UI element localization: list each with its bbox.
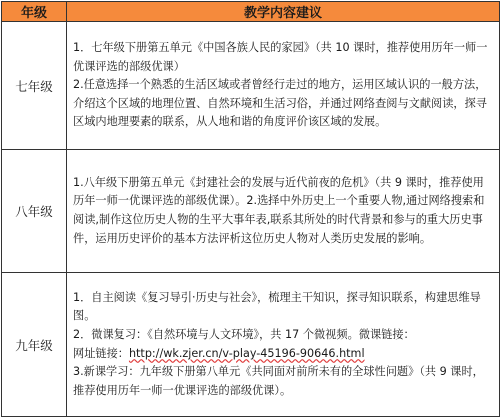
content-paragraph: 2．微课复习：《自然环境与人文环境》，共 17 个微视频。微课链接： [73,327,415,341]
grade-cell: 九年级 [2,273,67,417]
content-cell [67,150,500,273]
header-grade: 年级 [2,2,67,22]
content-cell [67,22,500,150]
content-cell [67,273,500,417]
table-row [2,150,500,273]
content-paragraph: 1．七年级下册第五单元《中国各族人民的家园》（共 10 课时，推荐使用历年一师一优课评选的部级优课） [73,41,488,73]
content-paragraph: 1．自主阅读《复习导引·历史与社会》，梳理主干知识，探寻知识联系，构建思维导图。 [73,290,481,323]
content-paragraph: 2.任意选择一个熟悉的生活区域或者曾经行走过的地方，运用区域认识的一般方法，介绍这个区域的地理位置、自然环境和生活习俗，并通过网络查阅与文献阅读，探寻区域内地理要素的联系，从人地和谐的角度评价该区域的发展。 [73,78,487,129]
table-row [2,22,500,150]
content-paragraph: 3.新课学习：九年级下册第八单元《共同面对前所未有的全球性问题》（共 9 课时，推荐使用历年一师一优课评选的部级优课）。 [73,365,484,397]
table-header-row [2,2,500,22]
table-row [2,273,500,417]
grade-cell: 八年级 [2,150,67,273]
header-content: 教学内容建议 [67,2,500,22]
video-link[interactable]: http://wk.zjer.cn/v-play-45196-90646.html [128,346,365,360]
link-label: 网址链接： [73,346,129,360]
grade-cell: 七年级 [2,22,67,150]
content-paragraph: 1.八年级下册第五单元《封建社会的发展与近代前夜的危机》（共 9 课时，推荐使用历年一师一优课评选的部级优课）。2.选择中外历史上一个重要人物,通过网络搜索和阅读,制作这位历史人物的生平大事年表,联系其所处的时代背景和参与的重大历史事件，运用历史评价的基本方法评析这位历史人物对人类历史发展的影响。 [73,175,485,245]
link-line [73,345,493,364]
teaching-plan-table [1,1,500,417]
